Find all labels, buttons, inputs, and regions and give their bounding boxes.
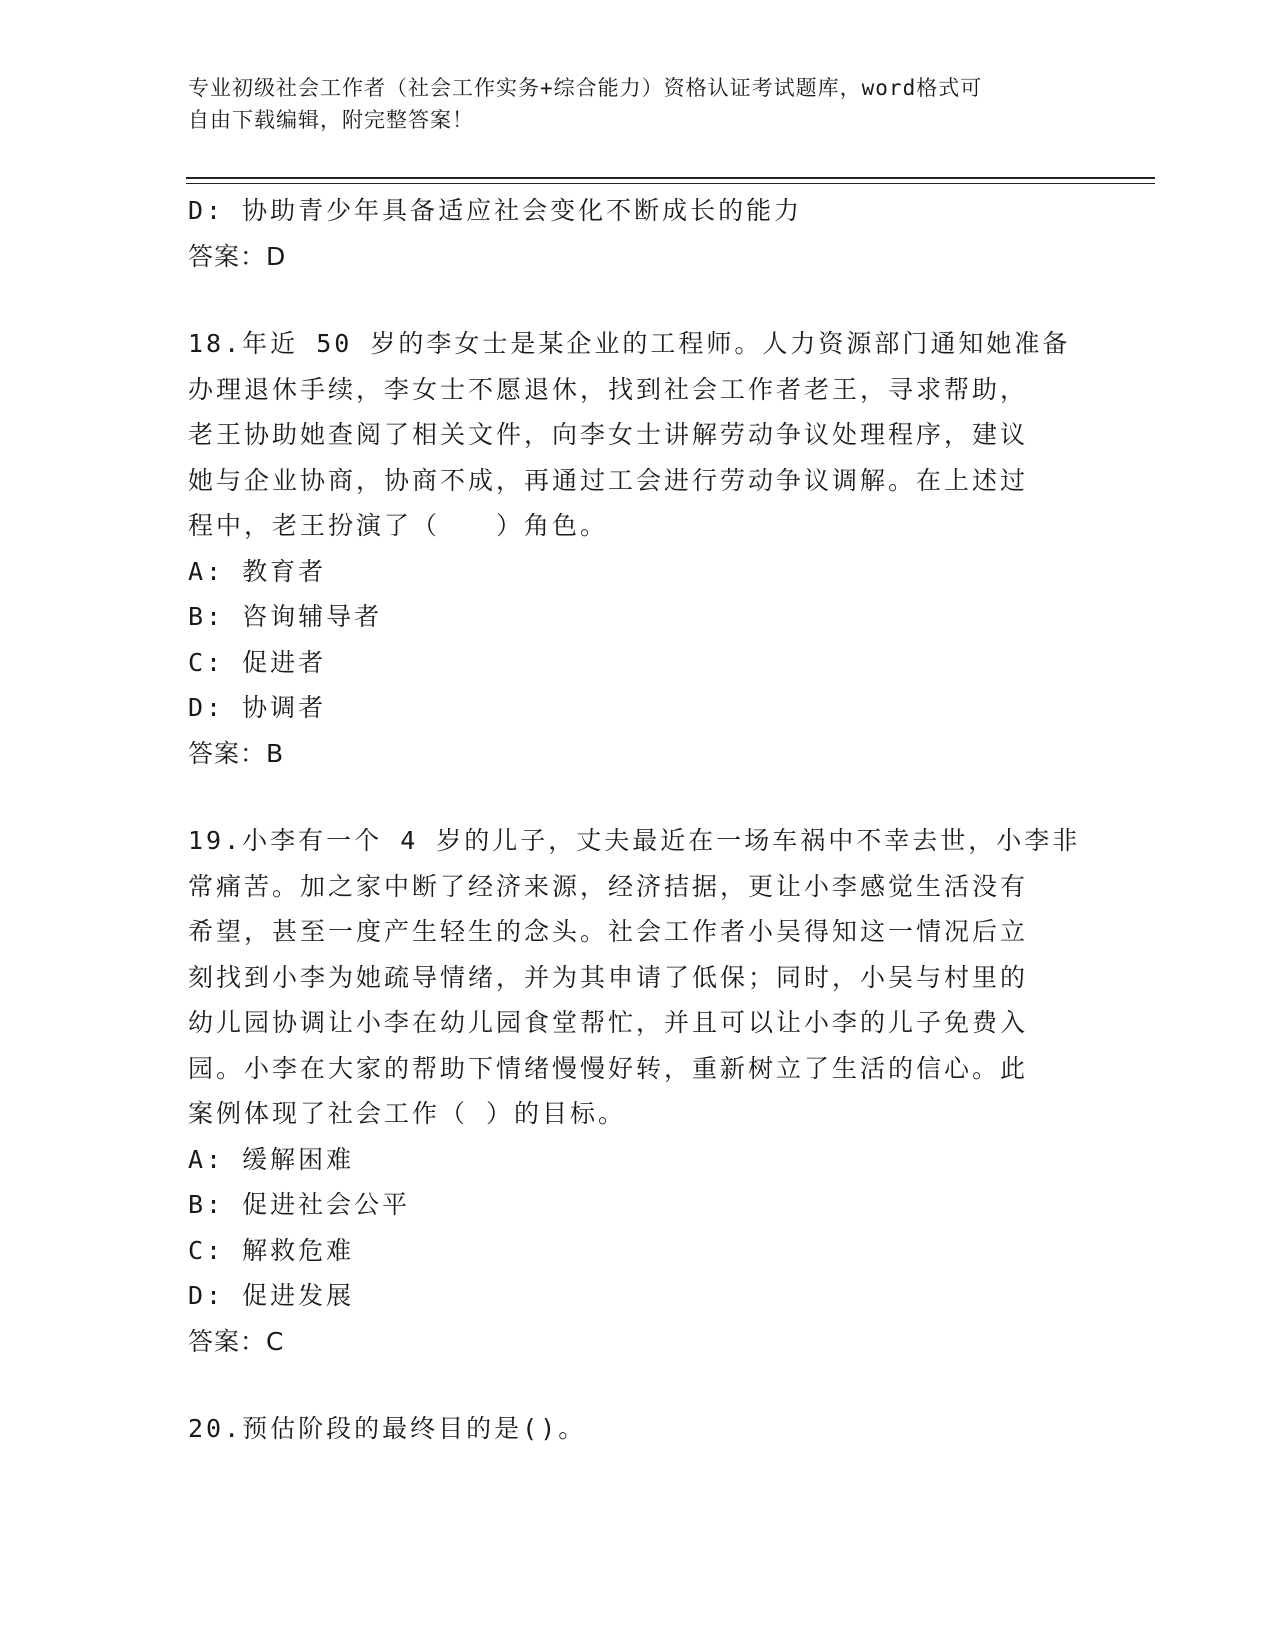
header-rule-thin bbox=[186, 183, 1155, 184]
question-text-line: 幼儿园协调让小李在幼儿园食堂帮忙，并且可以让小李的儿子免费入 bbox=[188, 1008, 1029, 1037]
header-line-2: 自由下载编辑，附完整答案！ bbox=[188, 108, 474, 132]
spacer bbox=[188, 776, 1088, 818]
question-text-line: 18.年近 50 岁的李女士是某企业的工程师。人力资源部门通知她准备 bbox=[188, 329, 1071, 358]
option-b: B: 咨询辅导者 bbox=[188, 602, 383, 631]
option-a: A: 教育者 bbox=[188, 556, 327, 586]
spacer bbox=[188, 279, 1088, 321]
question-text-line: 20.预估阶段的最终目的是()。 bbox=[188, 1414, 587, 1443]
question-20 bbox=[188, 1406, 1088, 1452]
answer-line: 答案：D bbox=[188, 241, 287, 271]
option-a: A: 缓解困难 bbox=[188, 1144, 355, 1174]
question-text-line: 刻找到小李为她疏导情绪，并为其申请了低保；同时，小吴与村里的 bbox=[188, 962, 1029, 992]
spacer bbox=[188, 1364, 1088, 1406]
question-text-line: 老王协助她查阅了相关文件，向李女士讲解劳动争议处理程序，建议 bbox=[188, 420, 1029, 449]
question-text-line: 案例体现了社会工作（ ）的目标。 bbox=[188, 1099, 627, 1128]
header-rule-thick bbox=[186, 177, 1155, 179]
answer-line: 答案：C bbox=[188, 1326, 285, 1356]
question-17-tail bbox=[188, 188, 1088, 279]
document-body bbox=[188, 188, 1088, 1452]
option-b: B: 促进社会公平 bbox=[188, 1190, 411, 1219]
question-text-line: 常痛苦。加之家中断了经济来源，经济拮据，更让小李感觉生活没有 bbox=[188, 871, 1029, 901]
option-d: D: 协助青少年具备适应社会变化不断成长的能力 bbox=[188, 196, 803, 225]
answer-line: 答案：B bbox=[188, 738, 285, 768]
question-19 bbox=[188, 818, 1088, 1364]
question-text-line: 程中，老王扮演了（ ）角色。 bbox=[188, 511, 609, 540]
option-c: C: 解救危难 bbox=[188, 1235, 355, 1265]
option-c: C: 促进者 bbox=[188, 647, 327, 677]
page-header bbox=[188, 72, 1088, 136]
question-text-line: 希望，甚至一度产生轻生的念头。社会工作者小吴得知这一情况后立 bbox=[188, 917, 1029, 946]
question-text-line: 办理退休手续，李女士不愿退休，找到社会工作者老王，寻求帮助， bbox=[188, 374, 1029, 404]
question-text-line: 她与企业协商，协商不成，再通过工会进行劳动争议调解。在上述过 bbox=[188, 465, 1029, 495]
option-d: D: 促进发展 bbox=[188, 1281, 355, 1310]
header-line-1: 专业初级社会工作者（社会工作实务+综合能力）资格认证考试题库，word格式可 bbox=[188, 76, 983, 100]
question-text-line: 19.小李有一个 4 岁的儿子，丈夫最近在一场车祸中不幸去世，小李非 bbox=[188, 826, 1081, 855]
question-text-line: 园。小李在大家的帮助下情绪慢慢好转，重新树立了生活的信心。此 bbox=[188, 1053, 1029, 1083]
option-d: D: 协调者 bbox=[188, 693, 327, 722]
question-18 bbox=[188, 321, 1088, 776]
